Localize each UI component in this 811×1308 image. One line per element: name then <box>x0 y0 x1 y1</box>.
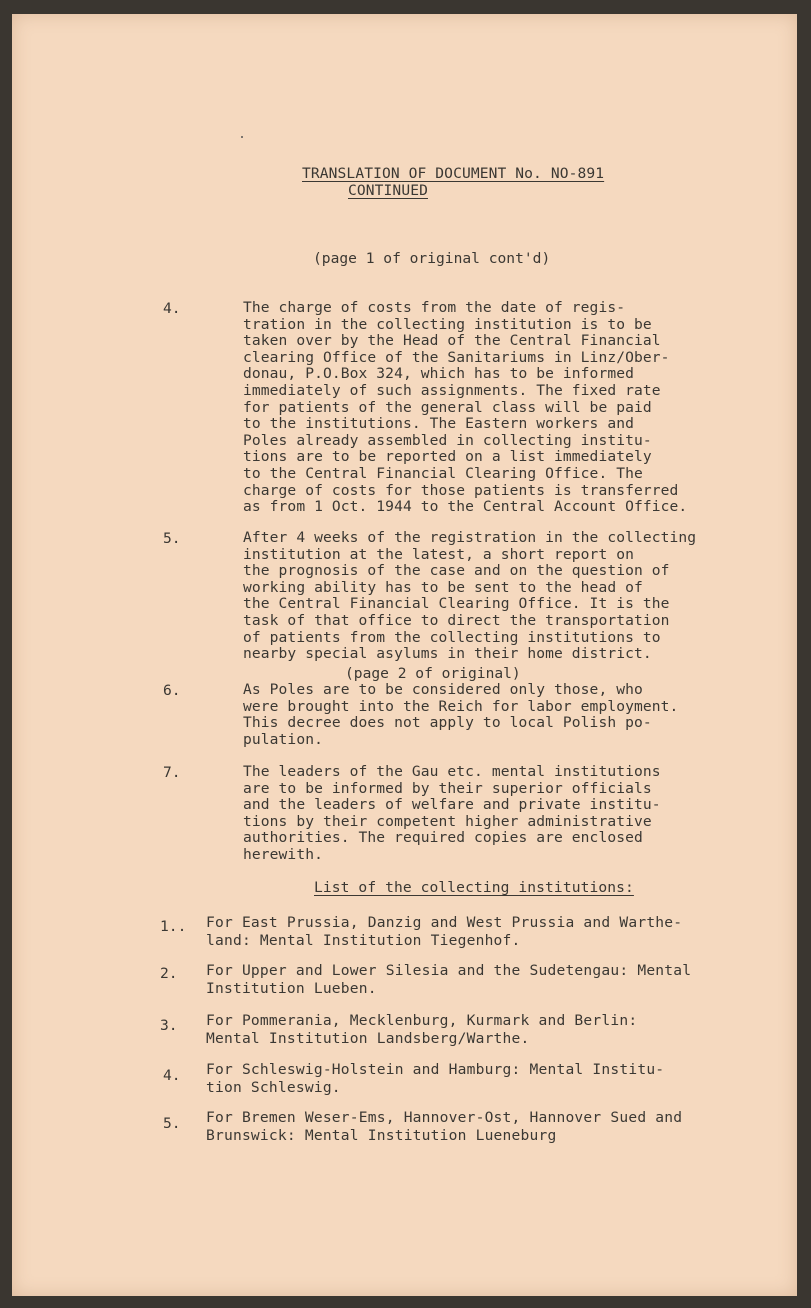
list-item <box>206 1109 776 1146</box>
paper-speck <box>241 136 243 138</box>
paragraph-line: to the institutions. The Eastern workers and <box>243 415 634 433</box>
list-item-number: 5. <box>163 1115 181 1132</box>
document-page <box>12 14 797 1296</box>
list-item <box>206 1061 776 1098</box>
paragraph-5 <box>243 530 783 663</box>
list-item <box>206 914 776 951</box>
list-item-line: For Upper and Lower Silesia and the Sudetengau: Mental <box>206 962 692 979</box>
paragraph-line: to the Central Financial Clearing Office. The <box>243 464 643 482</box>
paragraph-line: donau, P.O.Box 324, which has to be informed <box>243 365 634 383</box>
paragraph-line: nearby special asylums in their home district. <box>243 645 652 663</box>
list-item-line: land: Mental Institution Tiegenhof. <box>206 932 521 950</box>
list-item-line: Mental Institution Landsberg/Warthe. <box>206 1030 530 1048</box>
paragraph-line: immediately of such assignments. The fixed rate <box>243 381 661 399</box>
page-note-1: (page 1 of original cont'd) <box>313 250 551 267</box>
paragraph-line: of patients from the collecting institutions to <box>243 628 661 646</box>
paragraph-line: charge of costs for those patients is transferred <box>243 481 679 499</box>
paragraph-line: the prognosis of the case and on the question of <box>243 562 670 580</box>
paragraph-line: As Poles are to be considered only those, who <box>243 681 643 698</box>
paragraph-line: taken over by the Head of the Central Financial <box>243 332 661 350</box>
paragraph-line: tions are to be reported on a list immediately <box>243 448 652 466</box>
paragraph-line: The charge of costs from the date of regis- <box>243 299 626 316</box>
paragraph-line: This decree does not apply to local Polish po- <box>243 714 652 732</box>
paragraph-line: tration in the collecting institution is to be <box>243 315 652 333</box>
paragraph-line: the Central Financial Clearing Office. It is the <box>243 595 670 613</box>
page-note-2: (page 2 of original) <box>345 665 521 682</box>
paragraph-line: Poles already assembled in collecting institu- <box>243 431 652 449</box>
list-item-number: 2. <box>160 965 178 982</box>
document-subtitle: CONTINUED <box>348 182 428 199</box>
paragraph-line: task of that office to direct the transportation <box>243 611 670 629</box>
list-item-number: 1.. <box>160 918 187 935</box>
paragraph-line: herewith. <box>243 845 323 863</box>
paragraph-line: The leaders of the Gau etc. mental institutions <box>243 763 661 780</box>
list-item-line: For Bremen Weser-Ems, Hannover-Ost, Hannover Sued and <box>206 1109 683 1126</box>
list-item-line: For Pommerania, Mecklenburg, Kurmark and Berlin: <box>206 1012 638 1029</box>
paragraph-line: are to be informed by their superior officials <box>243 779 652 797</box>
paragraph-line: clearing Office of the Sanitariums in Linz/Ober- <box>243 348 670 366</box>
paragraph-number: 4. <box>163 300 181 317</box>
paragraph-number: 7. <box>163 764 181 781</box>
paragraph-number: 5. <box>163 530 181 547</box>
paragraph-7 <box>243 764 783 864</box>
paragraph-line: were brought into the Reich for labor employment. <box>243 697 679 715</box>
list-item-line: Brunswick: Mental Institution Lueneburg <box>206 1127 557 1145</box>
list-item-line: For East Prussia, Danzig and West Prussia and Warthe- <box>206 914 683 931</box>
paragraph-line: pulation. <box>243 730 323 748</box>
paragraph-line: After 4 weeks of the registration in the collecting <box>243 529 697 546</box>
list-item-line: tion Schleswig. <box>206 1079 341 1097</box>
paragraph-line: for patients of the general class will be paid <box>243 398 652 416</box>
list-item <box>206 962 776 999</box>
paragraph-line: as from 1 Oct. 1944 to the Central Account Office. <box>243 498 688 516</box>
list-item-line: For Schleswig-Holstein and Hamburg: Mental Institu- <box>206 1061 665 1078</box>
list-item-number: 3. <box>160 1017 178 1034</box>
paragraph-number: 6. <box>163 682 181 699</box>
paragraph-6 <box>243 682 783 748</box>
paragraph-line: authorities. The required copies are enclosed <box>243 829 643 847</box>
list-item <box>206 1012 776 1049</box>
document-title: TRANSLATION OF DOCUMENT No. NO-891 <box>302 165 605 182</box>
list-heading: List of the collecting institutions: <box>314 879 634 896</box>
paragraph-line: and the leaders of welfare and private institu- <box>243 796 661 814</box>
paragraph-line: institution at the latest, a short report on <box>243 545 634 563</box>
paragraph-4 <box>243 300 783 516</box>
list-item-number: 4. <box>163 1067 181 1084</box>
paragraph-line: tions by their competent higher administrative <box>243 812 652 830</box>
paragraph-line: working ability has to be sent to the head of <box>243 578 643 596</box>
list-item-line: Institution Lueben. <box>206 980 377 998</box>
